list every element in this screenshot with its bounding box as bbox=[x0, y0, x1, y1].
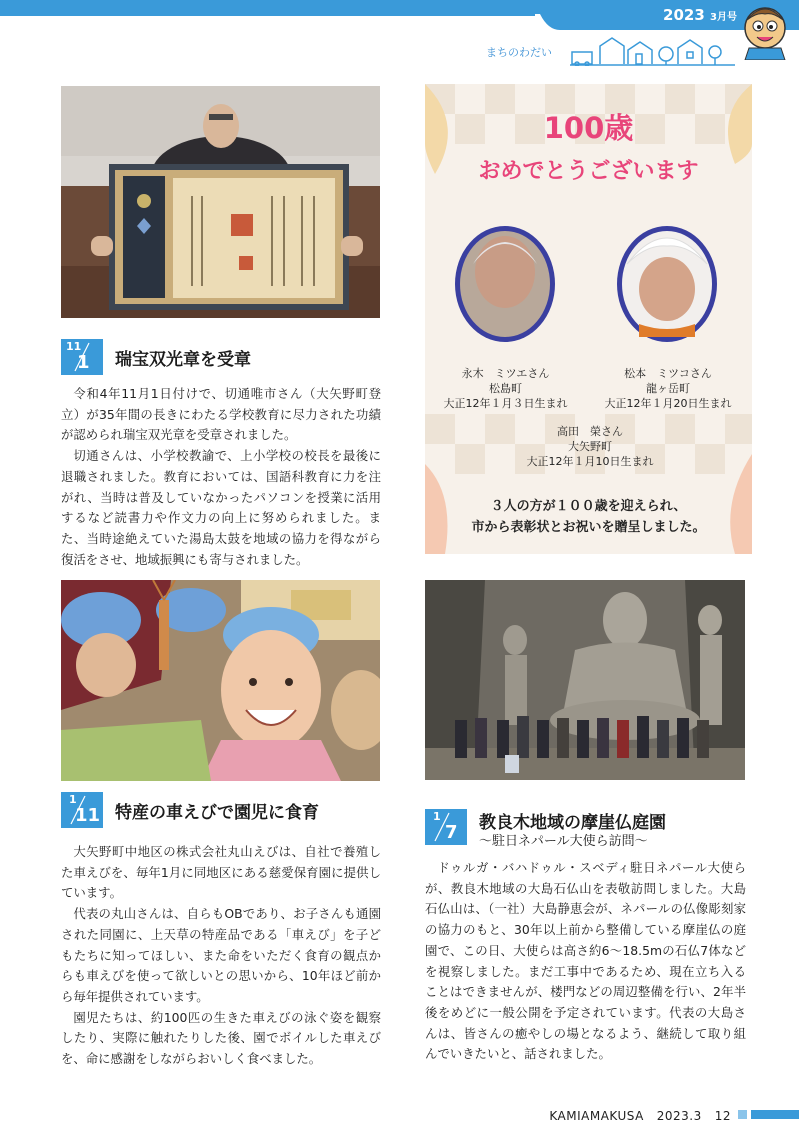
article3-date-badge bbox=[425, 809, 467, 845]
centenarian-town: 大矢野町 bbox=[568, 440, 612, 453]
article2-headline bbox=[61, 792, 319, 828]
centenarian-birth: 大正12年１月20日生まれ bbox=[604, 397, 732, 410]
article2-date-badge bbox=[61, 792, 103, 828]
article2-month: 1 bbox=[69, 793, 77, 806]
award-photo bbox=[61, 86, 380, 318]
celebration-subtitle: おめでとうございます bbox=[478, 159, 699, 184]
article1-title: 瑞宝双光章を受章 bbox=[115, 349, 251, 370]
centenarian-name: 高田 榮さん bbox=[557, 425, 623, 438]
footer-issue: 2023.3 bbox=[656, 1109, 702, 1123]
celebration-panel bbox=[425, 84, 752, 554]
celebration-message bbox=[425, 496, 752, 538]
centenarian-1 bbox=[443, 366, 568, 411]
issue-label bbox=[663, 6, 737, 24]
centenarian-3 bbox=[525, 424, 655, 469]
article1-day: 1 bbox=[77, 352, 90, 373]
article1-headline bbox=[61, 339, 251, 375]
houses-icon bbox=[570, 34, 740, 66]
shrimp-photo bbox=[61, 580, 380, 781]
centenarian-town: 松島町 bbox=[489, 382, 522, 395]
page-number: 12 bbox=[714, 1109, 731, 1123]
footer-magazine: KAMIAMAKUSA bbox=[549, 1109, 644, 1123]
article3-month: 1 bbox=[433, 810, 441, 823]
centenarian-birth: 大正12年１月10日生まれ bbox=[526, 455, 654, 468]
centenarian-town: 龍ヶ岳町 bbox=[646, 382, 690, 395]
article1-month: 11 bbox=[66, 340, 82, 353]
celebration-title: 100歳 bbox=[543, 111, 634, 145]
article1-paragraph: 切通さんは、小学校教諭で、上小学校の校長を最後に退職されました。教育においては、国語科教育に力を注がれ、当時は普及していなかったパソコンを授業に活用するなど読書力や作文力の向上に努められました。また、当時途絶えていた湯島太鼓を地域の協力を得ながら復活をさせ、地域振興にも寄与されました。 bbox=[61, 448, 381, 567]
centenarian-birth: 大正12年１月３日生まれ bbox=[443, 397, 568, 410]
centenarian-name: 永木 ミツエさん bbox=[461, 367, 550, 380]
article2-paragraph: 大矢野町中地区の株式会社丸山えびは、自社で養殖した車えびを、毎年1月に同地区にある慈愛保育園に提供しています。 bbox=[61, 844, 381, 901]
buddha-photo bbox=[425, 580, 745, 780]
article3-day: 7 bbox=[445, 822, 458, 843]
article2-paragraph: 園児たちは、約100匹の生きた車えびの泳ぐ姿を観察したり、実際に触れたりした後、園でボイルした車えびを、命に感謝をしながらおいしく食べました。 bbox=[61, 1009, 381, 1067]
article2-title: 特産の車えびで園児に食育 bbox=[115, 802, 319, 823]
centenarian-name: 松本 ミツコさん bbox=[624, 367, 712, 380]
section-label: まちのわだい bbox=[486, 46, 552, 59]
article3-body bbox=[425, 858, 746, 1065]
footer-square bbox=[738, 1110, 747, 1119]
article1-paragraph: 令和4年11月1日付けで、切通唯市さん（大矢野町登立）が35年間の長きにわたる学校教育に尽力された功績が認められ瑞宝双光章を受章されました。 bbox=[61, 386, 381, 443]
footer-bar bbox=[751, 1110, 799, 1119]
article2-day: 11 bbox=[75, 805, 101, 826]
celebration-message-line2: 市から表彰状とお祝いを贈呈しました。 bbox=[471, 520, 706, 535]
page-footer bbox=[549, 1109, 731, 1123]
centenarian-2 bbox=[603, 366, 733, 411]
mascot-icon bbox=[739, 0, 791, 60]
article2-paragraph: 代表の丸山さんは、自らもOBであり、お子さんも通園された同園に、上天草の特産品である「車えび」を子どもたちに知ってほしい、また命をいただく食育の観点からも車えびを使って欲しいとの思いから、10年ほど前から毎年提供されています。 bbox=[61, 906, 381, 1004]
issue-month: 3月号 bbox=[710, 12, 737, 23]
article3-title: 教良木地域の摩崖仏庭園 bbox=[479, 812, 666, 833]
celebration-message-line1: ３人の方が１００歳を迎えられ、 bbox=[490, 499, 687, 514]
issue-year: 2023 bbox=[663, 6, 705, 24]
article3-paragraph: ドゥルガ・バハドゥル・スベディ駐日ネパール大使らが、教良木地域の大島石仏山を表敬訪問しました。大島石仏山は、（一社）大島静恵会が、ネパールの仏像彫刻家の協力のもと、30年以上前から整備している摩崖仏の庭園で、この日、大使らは高さ約6～18.5mの石仏7体などを視察しました。まだ工事中であるため、現在立ち入ることはできませんが、楼門などの周辺整備を行い、2年半後をめどに一般公開を予定されています。代表の大島さんは、皆さんの癒やしの場となるよう、継続して取り組んでいきたいと、話されました。 bbox=[425, 860, 746, 1062]
article1-body bbox=[61, 384, 381, 570]
article3-subtitle: ～駐日ネパール大使ら訪問～ bbox=[479, 834, 648, 849]
article2-body bbox=[61, 842, 381, 1070]
article1-date-badge bbox=[61, 339, 103, 375]
